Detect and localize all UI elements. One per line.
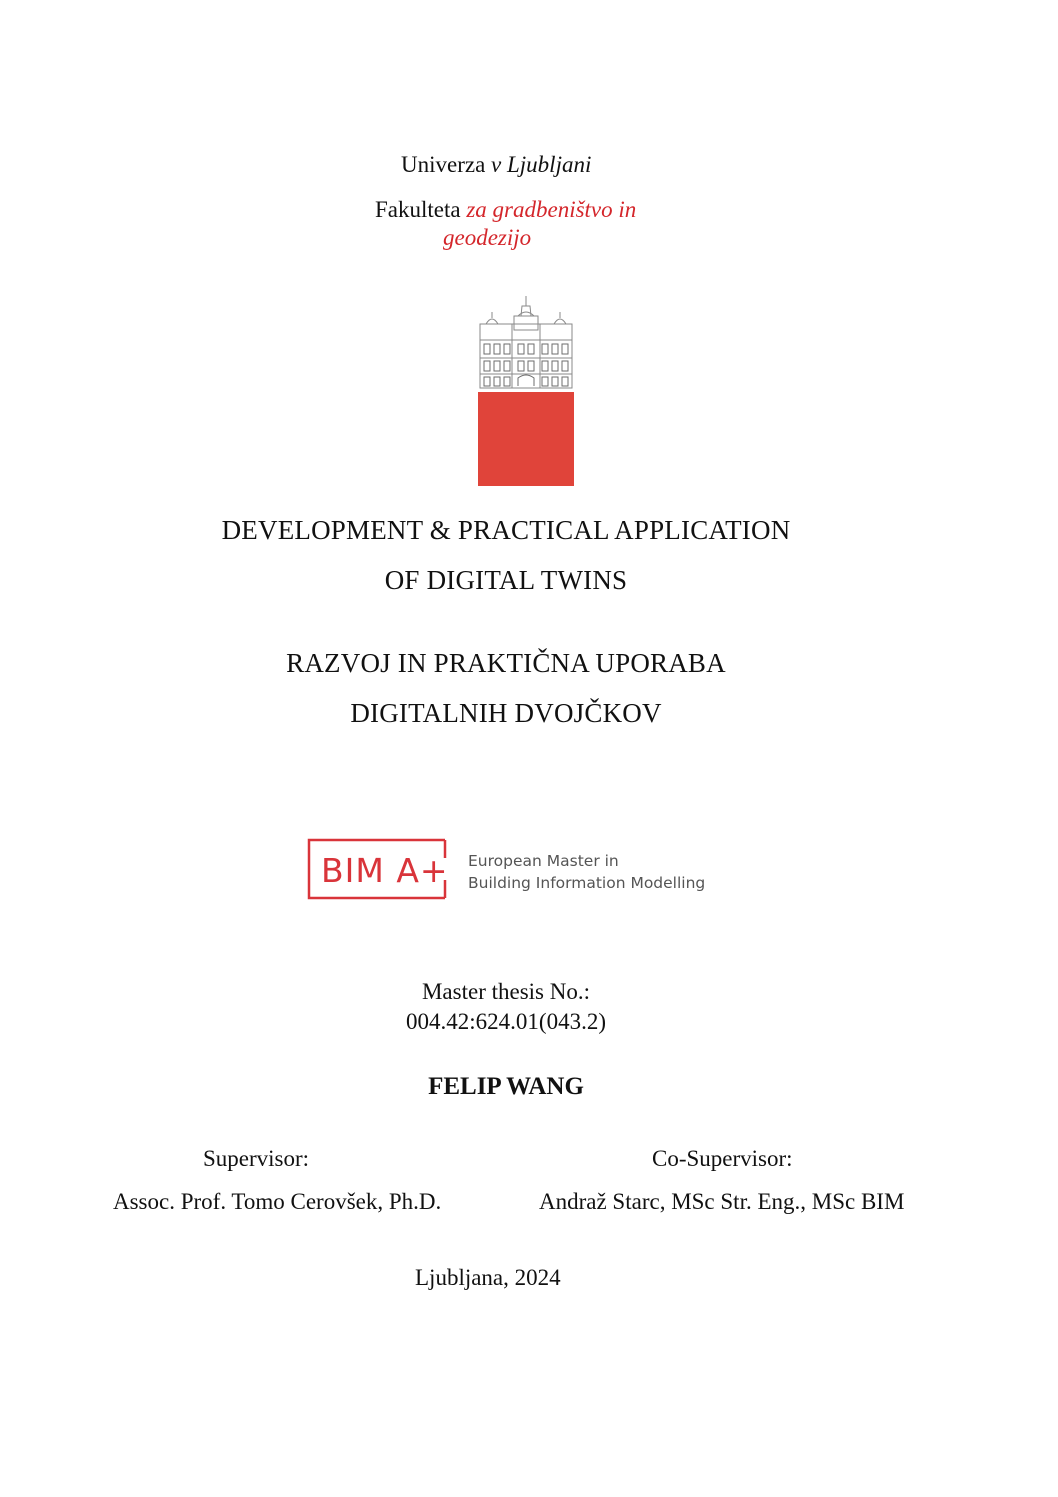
university-logo [478, 294, 574, 486]
place-year: Ljubljana, 2024 [415, 1265, 561, 1290]
thesis-number: 004.42:624.01(043.2) [406, 1009, 606, 1034]
bim-aplus-mark: BIM A+ [321, 851, 449, 890]
thesis-label: Master thesis No.: [421, 979, 590, 1004]
university-name-plain: Univerza [401, 152, 492, 177]
university-name-italic: v Ljubljani [491, 152, 592, 177]
title-en-line2: OF DIGITAL TWINS [384, 565, 628, 595]
faculty-name-red-line2: geodezijo [443, 225, 532, 250]
bim-aplus-caption [468, 850, 705, 894]
title-sl-line2: DIGITALNIH DVOJČKOV [350, 698, 662, 728]
title-sl-line1: RAZVOJ IN PRAKTIČNA UPORABA [286, 648, 726, 678]
title-en-line1: DEVELOPMENT & PRACTICAL APPLICATION [221, 515, 791, 545]
bim-caption-line1: European Master in [468, 852, 619, 870]
faculty-name-line2 [443, 225, 531, 251]
bim-caption-line2: Building Information Modelling [468, 874, 706, 892]
author-name: FELIP WANG [428, 1073, 584, 1100]
faculty-prefix: Fakulteta [375, 197, 467, 222]
co-supervisor-name: Andraž Starc, MSc Str. Eng., MSc BIM [539, 1189, 905, 1214]
thesis-info [0, 977, 1012, 1037]
co-supervisor-label: Co-Supervisor: [652, 1146, 793, 1171]
supervisor-name: Assoc. Prof. Tomo Cerovšek, Ph.D. [113, 1189, 442, 1214]
faculty-name-red-line1: za gradbeništvo in [466, 197, 637, 222]
faculty-name [375, 197, 636, 223]
university-name [401, 152, 591, 178]
supervisor-label: Supervisor: [203, 1146, 310, 1171]
